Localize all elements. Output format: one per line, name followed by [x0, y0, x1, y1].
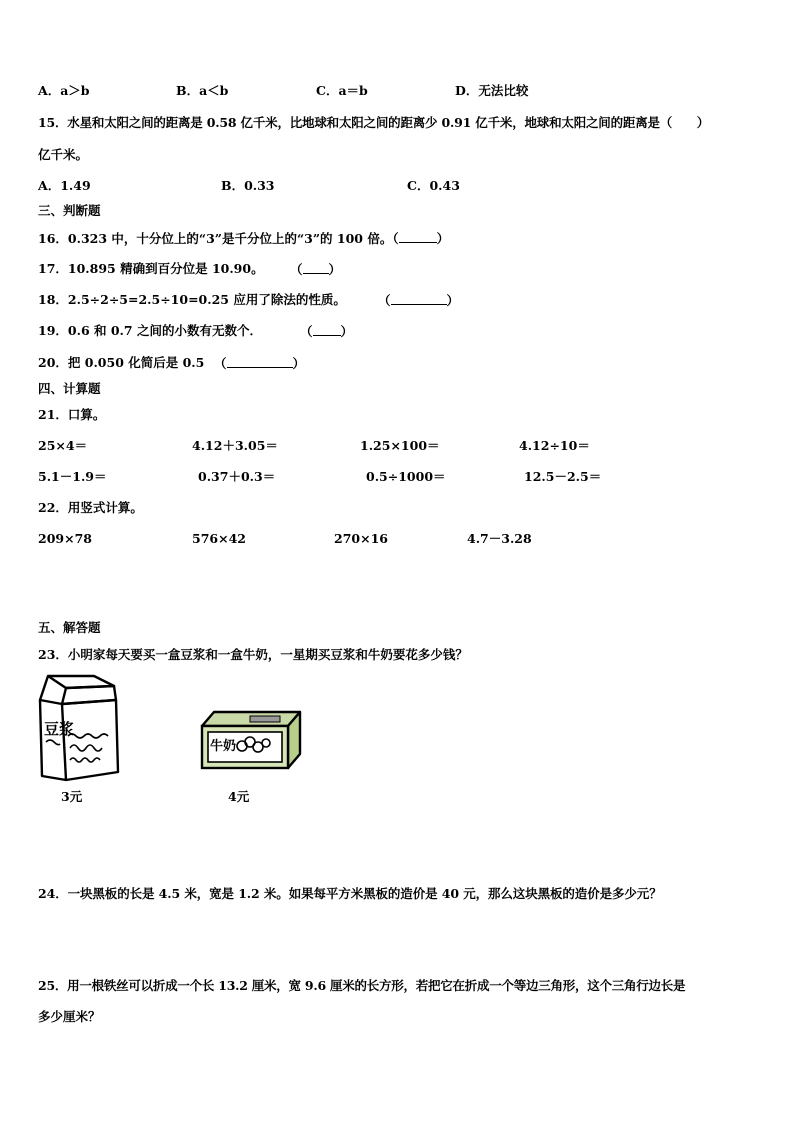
- q25-line2: 多少厘米？: [38, 1009, 101, 1024]
- q20-answer-blank[interactable]: [227, 355, 293, 368]
- q24-text: 24．一块黑板的长是 4.5 米，宽是 1.2 米。如果每平方米黑板的造价是 40 元，那么这块黑板的造价是多少元？: [38, 886, 662, 901]
- q18-open: （: [378, 293, 391, 308]
- milk-label: 牛奶: [210, 739, 237, 754]
- q15-option-b: B．0.33: [221, 178, 275, 193]
- q20-close: ）: [292, 356, 306, 371]
- q18-blank-group: [378, 292, 459, 309]
- q22-item: 209×78: [38, 531, 92, 546]
- q21-item: 12.5－2.5＝: [524, 469, 602, 484]
- milk-price: 4元: [228, 789, 250, 804]
- section-judge-heading: 三、判断题: [38, 203, 101, 218]
- q21-title: 21．口算。: [38, 407, 106, 422]
- q20-open: （: [214, 356, 227, 371]
- soy-price: 3元: [61, 789, 83, 804]
- soy-label: 豆浆: [44, 720, 75, 738]
- q15-option-a: A．1.49: [38, 178, 91, 193]
- q15-option-c: C．0.43: [407, 178, 460, 193]
- q21-item: 4.12＋3.05＝: [192, 438, 278, 453]
- q16-close: ）: [436, 231, 450, 246]
- q17-text: 17．10.895 精确到百分位是 10.90。: [38, 261, 264, 276]
- section-calc-heading: 四、计算题: [38, 381, 101, 396]
- q22-item: 4.7－3.28: [467, 531, 532, 546]
- q16: [38, 230, 449, 247]
- q14-option-d: D．无法比较: [455, 83, 529, 98]
- q15-line2: 亿千米。: [38, 147, 89, 162]
- q17-blank-group: [290, 261, 341, 278]
- q14-option-c: C．a＝b: [316, 83, 368, 98]
- milk-box-image: [198, 708, 304, 770]
- soy-milk-carton-image: [36, 672, 120, 782]
- q19-blank-group: [300, 323, 353, 340]
- q18-answer-blank[interactable]: [391, 292, 447, 305]
- q14-option-a: A．a＞b: [38, 83, 90, 98]
- section-solve-heading: 五、解答题: [38, 620, 101, 635]
- q21-item: 0.37＋0.3＝: [198, 469, 276, 484]
- q22-title: 22．用竖式计算。: [38, 500, 143, 515]
- q21-item: 4.12÷10＝: [519, 438, 590, 453]
- q21-item: 0.5÷1000＝: [366, 469, 446, 484]
- q19-text: 19．0.6 和 0.7 之间的小数有无数个．: [38, 323, 262, 338]
- q19-answer-blank[interactable]: [313, 323, 341, 336]
- q17-answer-blank[interactable]: [303, 261, 329, 274]
- q21-item: 1.25×100＝: [360, 438, 440, 453]
- q22-item: 270×16: [334, 531, 388, 546]
- q20-blank-group: [214, 355, 305, 372]
- q16-text: 16．0.323 中，十分位上的“3”是千分位上的“3”的 100 倍。（: [38, 231, 399, 246]
- q22-item: 576×42: [192, 531, 246, 546]
- q18-text: 18．2.5÷2÷5=2.5÷10=0.25 应用了除法的性质。: [38, 292, 346, 307]
- q18-close: ）: [446, 293, 460, 308]
- q19-close: ）: [340, 324, 354, 339]
- q15-line1: 15．水星和太阳之间的距离是 0.58 亿千米，比地球和太阳之间的距离少 0.91 亿千米，地球和太阳之间的距离是（ ）: [38, 115, 709, 130]
- q19-open: （: [300, 324, 313, 339]
- q25-line1: 25．用一根铁丝可以折成一个长 13.2 厘米，宽 9.6 厘米的长方形，若把它在折成一个等边三角形，这个三角行边长是: [38, 978, 686, 993]
- q21-item: 25×4＝: [38, 438, 88, 453]
- q14-option-b: B．a＜b: [176, 83, 229, 98]
- q17-close: ）: [328, 262, 342, 277]
- q20-text: 20．把 0.050 化简后是 0.5: [38, 355, 205, 370]
- q17-open: （: [290, 262, 303, 277]
- q23-text: 23．小明家每天要买一盒豆浆和一盒牛奶，一星期买豆浆和牛奶要花多少钱？: [38, 647, 468, 662]
- q21-item: 5.1－1.9＝: [38, 469, 107, 484]
- q16-answer-blank[interactable]: [399, 230, 437, 243]
